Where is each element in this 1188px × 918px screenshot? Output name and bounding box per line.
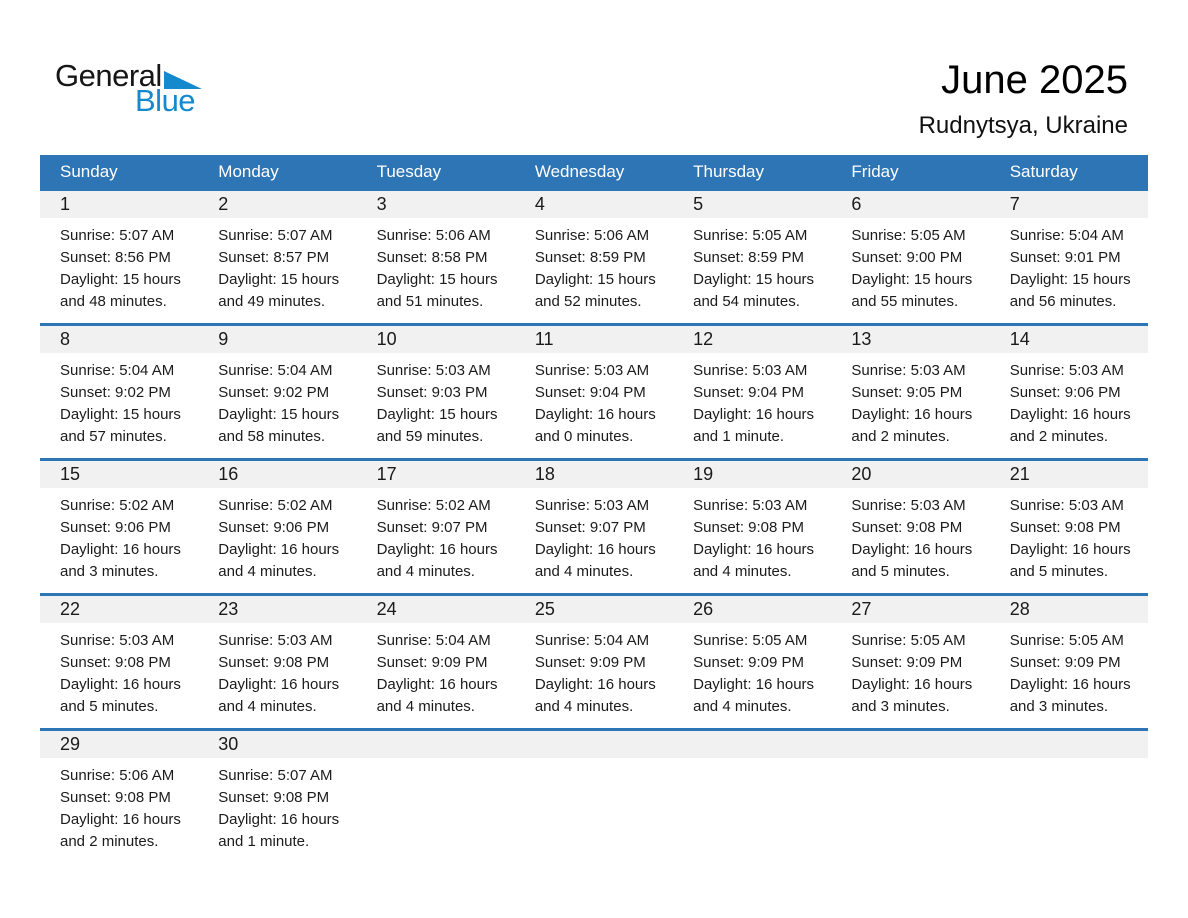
week-body-row [40,353,1148,448]
day-number: 26 [693,599,714,619]
weekday-header-row [40,155,1148,188]
week-body-row [40,488,1148,583]
daylight-text-line2: and 58 minutes. [218,428,326,445]
daylight-text-line1: Daylight: 16 hours [376,676,498,693]
daylight-text-line1: Daylight: 16 hours [534,541,656,558]
daylight-text-line1: Daylight: 16 hours [60,676,181,693]
sunrise-text: Sunrise: 5:05 AM [693,632,808,649]
day-number: 14 [1009,329,1030,349]
day-number: 21 [1009,464,1030,484]
daylight-text-line1: Daylight: 15 hours [218,406,340,423]
day-number: 1 [60,194,71,214]
daylight-text-line2: and 52 minutes. [534,293,642,310]
sunset-text: Sunset: 8:59 PM [693,249,805,266]
daylight-text-line1: Daylight: 15 hours [376,406,498,423]
daylight-text-line1: Daylight: 16 hours [851,676,973,693]
daylight-text-line2: and 4 minutes. [376,563,475,580]
day-number: 8 [60,329,71,349]
day-cell [357,353,515,448]
sunset-text: Sunset: 9:06 PM [60,519,171,536]
sunset-text: Sunset: 9:08 PM [60,789,171,806]
logo-text-general: General [55,58,162,93]
day-number-band [40,461,1148,488]
day-cell [673,623,831,718]
daylight-text-line2: and 51 minutes. [376,293,484,310]
day-number: 17 [376,464,397,484]
sunrise-text: Sunrise: 5:07 AM [218,227,333,244]
daylight-text-line2: and 4 minutes. [218,698,317,715]
sunrise-text: Sunrise: 5:02 AM [376,497,491,514]
daylight-text-line1: Daylight: 15 hours [376,271,498,288]
day-cell [673,353,831,448]
day-cell [990,218,1148,313]
sunrise-text: Sunrise: 5:06 AM [376,227,491,244]
day-number-band [40,596,1148,623]
sunset-text: Sunset: 8:58 PM [376,249,488,266]
day-number: 13 [851,329,872,349]
day-number: 23 [218,599,239,619]
daylight-text-line2: and 2 minutes. [1009,428,1109,445]
daylight-text-line2: and 5 minutes. [1009,563,1109,580]
day-cell [990,488,1148,583]
day-cell [357,218,515,313]
day-number: 25 [534,599,555,619]
day-number: 12 [693,329,714,349]
sunset-text: Sunset: 9:08 PM [218,654,330,671]
empty-day-cell [357,758,515,853]
daylight-text-line2: and 1 minute. [218,833,310,850]
sunrise-text: Sunrise: 5:03 AM [693,362,808,379]
sunrise-text: Sunrise: 5:03 AM [376,362,491,379]
sunrise-text: Sunrise: 5:04 AM [218,362,333,379]
sunrise-text: Sunrise: 5:04 AM [534,632,650,649]
sunrise-text: Sunrise: 5:03 AM [60,632,175,649]
logo-text-blue: Blue [135,83,196,118]
daylight-text-line1: Daylight: 16 hours [60,811,181,828]
sunset-text: Sunset: 9:04 PM [693,384,805,401]
sunset-text: Sunset: 8:57 PM [218,249,330,266]
day-number: 10 [376,329,397,349]
sunrise-text: Sunrise: 5:07 AM [218,767,333,784]
sunset-text: Sunset: 9:08 PM [1009,519,1121,536]
day-number: 4 [534,194,545,214]
daylight-text-line2: and 4 minutes. [376,698,475,715]
daylight-text-line1: Daylight: 15 hours [1009,271,1131,288]
daylight-text-line2: and 4 minutes. [534,563,634,580]
day-cell [198,758,356,853]
sunrise-text: Sunrise: 5:02 AM [60,497,175,514]
week-body-row [40,623,1148,718]
sunrise-text: Sunrise: 5:05 AM [851,632,966,649]
daylight-text-line1: Daylight: 16 hours [534,676,656,693]
day-cell [198,218,356,313]
week-body-row [40,758,1148,853]
sunset-text: Sunset: 9:00 PM [851,249,963,266]
day-number: 29 [60,734,81,754]
day-number: 30 [218,734,239,754]
day-number: 28 [1009,599,1030,619]
day-number: 5 [693,194,704,214]
daylight-text-line2: and 4 minutes. [693,563,792,580]
day-cell [357,488,515,583]
sunrise-text: Sunrise: 5:02 AM [218,497,333,514]
daylight-text-line2: and 4 minutes. [218,563,317,580]
sunrise-text: Sunrise: 5:04 AM [1009,227,1124,244]
day-number: 16 [218,464,239,484]
sunrise-text: Sunrise: 5:04 AM [376,632,491,649]
daylight-text-line2: and 5 minutes. [851,563,950,580]
weekday-header-tuesday: Tuesday [376,161,442,181]
daylight-text-line2: and 2 minutes. [60,833,159,850]
sunset-text: Sunset: 9:02 PM [60,384,171,401]
day-cell [40,488,198,583]
daylight-text-line2: and 4 minutes. [534,698,634,715]
empty-day-cell [831,758,989,853]
day-number-band [40,731,1148,758]
day-number: 27 [851,599,872,619]
sunset-text: Sunset: 9:08 PM [60,654,171,671]
daylight-text-line2: and 57 minutes. [60,428,167,445]
daylight-text-line1: Daylight: 15 hours [60,271,181,288]
week-row [40,323,1148,458]
daylight-text-line2: and 3 minutes. [60,563,159,580]
weekday-header-friday: Friday [851,161,899,181]
sunrise-text: Sunrise: 5:06 AM [60,767,175,784]
sunset-text: Sunset: 9:06 PM [1009,384,1121,401]
day-cell [40,218,198,313]
day-cell [673,488,831,583]
sunset-text: Sunset: 8:59 PM [534,249,646,266]
daylight-text-line1: Daylight: 16 hours [218,811,340,828]
sunrise-text: Sunrise: 5:03 AM [1009,497,1124,514]
day-number: 6 [851,194,862,214]
weekday-header-thursday: Thursday [693,161,764,181]
day-cell [515,218,673,313]
daylight-text-line1: Daylight: 16 hours [218,541,340,558]
daylight-text-line1: Daylight: 16 hours [218,676,340,693]
sunset-text: Sunset: 9:04 PM [534,384,646,401]
sunrise-text: Sunrise: 5:05 AM [1009,632,1124,649]
sunrise-text: Sunrise: 5:03 AM [534,362,650,379]
sunrise-text: Sunrise: 5:03 AM [534,497,650,514]
daylight-text-line2: and 56 minutes. [1009,293,1117,310]
daylight-text-line2: and 59 minutes. [376,428,484,445]
daylight-text-line2: and 1 minute. [693,428,785,445]
sunrise-text: Sunrise: 5:05 AM [693,227,808,244]
day-cell [198,623,356,718]
daylight-text-line1: Daylight: 15 hours [534,271,656,288]
sunset-text: Sunset: 9:07 PM [376,519,488,536]
day-number-band [40,191,1148,218]
sunset-text: Sunset: 9:01 PM [1009,249,1121,266]
day-number-band [40,326,1148,353]
sunrise-text: Sunrise: 5:05 AM [851,227,966,244]
sunrise-text: Sunrise: 5:03 AM [1009,362,1124,379]
week-row [40,728,1148,863]
sunrise-text: Sunrise: 5:03 AM [693,497,808,514]
day-cell [831,623,989,718]
day-number: 18 [534,464,555,484]
daylight-text-line1: Daylight: 15 hours [693,271,815,288]
day-cell [673,218,831,313]
daylight-text-line2: and 55 minutes. [851,293,959,310]
general-blue-logo [55,60,202,116]
daylight-text-line1: Daylight: 16 hours [376,541,498,558]
daylight-text-line1: Daylight: 16 hours [851,406,973,423]
day-cell [515,488,673,583]
sunset-text: Sunset: 9:03 PM [376,384,488,401]
day-cell [198,353,356,448]
sunset-text: Sunset: 9:05 PM [851,384,963,401]
sunset-text: Sunset: 9:09 PM [534,654,646,671]
day-number: 24 [376,599,397,619]
day-number: 2 [218,194,229,214]
sunset-text: Sunset: 9:06 PM [218,519,330,536]
sunset-text: Sunset: 9:08 PM [851,519,963,536]
weekday-header-sunday: Sunday [60,161,118,181]
day-cell [40,353,198,448]
empty-day-cell [515,758,673,853]
day-cell [990,623,1148,718]
daylight-text-line1: Daylight: 15 hours [851,271,973,288]
daylight-text-line1: Daylight: 16 hours [693,676,815,693]
sunset-text: Sunset: 9:08 PM [693,519,805,536]
weekday-header-saturday: Saturday [1009,161,1078,181]
day-number: 15 [60,464,81,484]
day-number: 22 [60,599,81,619]
sunset-text: Sunset: 8:56 PM [60,249,171,266]
sunrise-text: Sunrise: 5:03 AM [851,362,966,379]
day-cell [990,353,1148,448]
day-number: 9 [218,329,229,349]
sunrise-text: Sunrise: 5:03 AM [851,497,966,514]
sunset-text: Sunset: 9:07 PM [534,519,646,536]
day-number: 19 [693,464,714,484]
daylight-text-line1: Daylight: 15 hours [218,271,340,288]
day-cell [357,623,515,718]
day-number: 3 [376,194,387,214]
week-row [40,458,1148,593]
daylight-text-line2: and 5 minutes. [60,698,159,715]
sunset-text: Sunset: 9:08 PM [218,789,330,806]
daylight-text-line1: Daylight: 16 hours [693,406,815,423]
day-cell [515,353,673,448]
day-cell [831,488,989,583]
day-number: 7 [1009,194,1020,214]
daylight-text-line2: and 48 minutes. [60,293,167,310]
weeks-container [40,188,1148,863]
day-cell [515,623,673,718]
header-title-block [919,58,1128,140]
day-cell [831,218,989,313]
daylight-text-line2: and 0 minutes. [534,428,634,445]
daylight-text-line1: Daylight: 16 hours [1009,676,1131,693]
sunset-text: Sunset: 9:09 PM [693,654,805,671]
location-subtitle: Rudnytsya, Ukraine [918,112,1128,139]
sunrise-text: Sunrise: 5:04 AM [60,362,175,379]
day-cell [198,488,356,583]
daylight-text-line2: and 3 minutes. [1009,698,1109,715]
day-cell [40,758,198,853]
weekday-header-monday: Monday [218,161,279,181]
calendar-table [40,155,1148,863]
sunrise-text: Sunrise: 5:07 AM [60,227,175,244]
daylight-text-line1: Daylight: 15 hours [60,406,181,423]
daylight-text-line1: Daylight: 16 hours [851,541,973,558]
day-number: 11 [534,329,554,349]
daylight-text-line2: and 54 minutes. [693,293,800,310]
daylight-text-line1: Daylight: 16 hours [1009,541,1131,558]
sunrise-text: Sunrise: 5:06 AM [534,227,650,244]
daylight-text-line2: and 49 minutes. [218,293,326,310]
day-number: 20 [851,464,872,484]
sunset-text: Sunset: 9:09 PM [376,654,488,671]
daylight-text-line1: Daylight: 16 hours [1009,406,1131,423]
week-row [40,188,1148,323]
sunrise-text: Sunrise: 5:03 AM [218,632,333,649]
daylight-text-line2: and 2 minutes. [851,428,950,445]
daylight-text-line2: and 4 minutes. [693,698,792,715]
empty-day-cell [673,758,831,853]
day-cell [831,353,989,448]
weekday-header-wednesday: Wednesday [534,161,625,181]
empty-day-cell [990,758,1148,853]
daylight-text-line1: Daylight: 16 hours [60,541,181,558]
sunset-text: Sunset: 9:02 PM [218,384,330,401]
sunset-text: Sunset: 9:09 PM [1009,654,1121,671]
week-body-row [40,218,1148,313]
daylight-text-line2: and 3 minutes. [851,698,950,715]
sunset-text: Sunset: 9:09 PM [851,654,963,671]
daylight-text-line1: Daylight: 16 hours [693,541,815,558]
daylight-text-line1: Daylight: 16 hours [534,406,656,423]
month-title: June 2025 [941,58,1128,102]
week-row [40,593,1148,728]
day-cell [40,623,198,718]
